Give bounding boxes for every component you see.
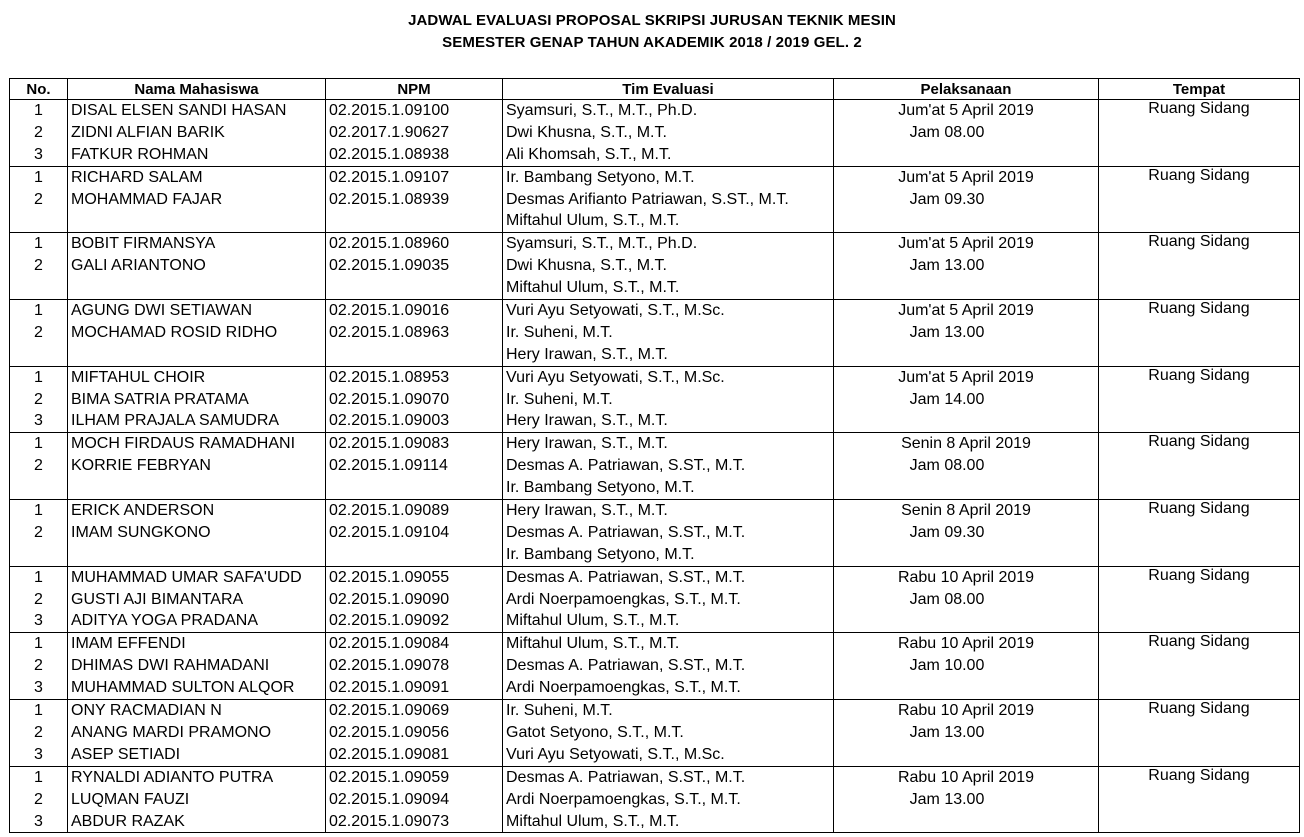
student-name: ABDUR RAZAK <box>71 812 185 830</box>
header-tempat: Tempat <box>1099 79 1300 100</box>
location-cell: Ruang Sidang <box>1099 566 1300 633</box>
evaluator-name: Hery Irawan, S.T., M.T. <box>506 502 668 520</box>
schedule-cell <box>834 433 1099 500</box>
group-row <box>10 100 1300 167</box>
student-npm: 02.2015.1.09069 <box>329 702 450 720</box>
student-no: 1 <box>34 235 43 253</box>
schedule-time: Jam 08.00 <box>909 590 985 608</box>
student-no: 3 <box>34 679 43 697</box>
group-row <box>10 633 1300 700</box>
student-name: ILHAM PRAJALA SAMUDRA <box>71 412 280 430</box>
student-npm-cell <box>326 100 503 167</box>
evaluator-name: Miftahul Ulum, S.T., M.T. <box>506 212 680 230</box>
schedule-cell <box>834 700 1099 767</box>
schedule-date: Jum'at 5 April 2019 <box>898 368 1034 386</box>
student-no: 3 <box>34 812 43 830</box>
evaluator-cell <box>503 700 834 767</box>
student-no: 2 <box>34 257 43 275</box>
student-npm-cell <box>326 366 503 433</box>
table-header-row <box>10 79 1300 100</box>
student-no: 3 <box>34 745 43 763</box>
evaluator-name: Hery Irawan, S.T., M.T. <box>506 412 668 430</box>
evaluator-name: Vuri Ayu Setyowati, S.T., M.Sc. <box>506 745 725 763</box>
header-npm: NPM <box>326 79 503 100</box>
schedule-time: Jam 14.00 <box>909 390 985 408</box>
student-name: AGUNG DWI SETIAWAN <box>71 302 253 320</box>
student-npm: 02.2015.1.09003 <box>329 412 450 430</box>
evaluator-name: Gatot Setyono, S.T., M.T. <box>506 723 684 741</box>
student-no: 2 <box>34 190 43 208</box>
student-npm: 02.2015.1.09107 <box>329 168 450 186</box>
evaluator-cell <box>503 166 834 233</box>
student-no: 3 <box>34 145 43 163</box>
evaluator-name: Desmas Arifianto Patriawan, S.ST., M.T. <box>506 190 789 208</box>
location-cell: Ruang Sidang <box>1099 433 1300 500</box>
student-name: DHIMAS DWI RAHMADANI <box>71 657 270 675</box>
evaluator-cell <box>503 100 834 167</box>
student-npm: 02.2015.1.09078 <box>329 657 450 675</box>
location-cell: Ruang Sidang <box>1099 633 1300 700</box>
student-no: 1 <box>34 435 43 453</box>
student-no: 1 <box>34 168 43 186</box>
student-name: MIFTAHUL CHOIR <box>71 368 206 386</box>
student-npm: 02.2015.1.09100 <box>329 102 450 119</box>
schedule-date: Rabu 10 April 2019 <box>897 568 1035 586</box>
evaluator-name: Dwi Khusna, S.T., M.T. <box>506 123 667 141</box>
student-npm: 02.2015.1.08960 <box>329 235 450 253</box>
student-no: 1 <box>34 102 43 119</box>
student-name: RYNALDI ADIANTO PUTRA <box>71 768 274 786</box>
student-npm: 02.2015.1.09016 <box>329 302 450 320</box>
schedule-time: Jam 09.30 <box>909 190 985 208</box>
evaluator-cell <box>503 633 834 700</box>
student-no-cell <box>10 633 68 700</box>
schedule-cell <box>834 766 1099 833</box>
student-npm-cell <box>326 766 503 833</box>
evaluator-name: Ir. Suheni, M.T. <box>506 702 613 720</box>
student-npm-cell <box>326 700 503 767</box>
student-npm: 02.2017.1.90627 <box>329 123 450 141</box>
evaluator-name: Hery Irawan, S.T., M.T. <box>506 345 668 363</box>
evaluator-cell <box>503 366 834 433</box>
evaluator-name: Miftahul Ulum, S.T., M.T. <box>506 612 680 630</box>
student-name: ERICK ANDERSON <box>71 502 215 520</box>
student-no: 1 <box>34 702 43 720</box>
evaluator-name: Ir. Bambang Setyono, M.T. <box>506 168 695 186</box>
schedule-date: Senin 8 April 2019 <box>901 435 1031 453</box>
student-no-cell <box>10 100 68 167</box>
student-name: GALI ARIANTONO <box>71 257 206 275</box>
student-name-cell <box>68 700 326 767</box>
schedule-date: Jum'at 5 April 2019 <box>898 235 1034 253</box>
student-no: 2 <box>34 390 43 408</box>
student-name: MUHAMMAD UMAR SAFA'UDD <box>71 568 302 586</box>
evaluator-name: Vuri Ayu Setyowati, S.T., M.Sc. <box>506 302 725 320</box>
student-no: 1 <box>34 368 43 386</box>
group-row <box>10 766 1300 833</box>
evaluator-name: Syamsuri, S.T., M.T., Ph.D. <box>506 235 698 253</box>
student-no-cell <box>10 766 68 833</box>
schedule-cell <box>834 633 1099 700</box>
schedule-time: Jam 09.30 <box>909 524 985 542</box>
student-no: 3 <box>34 612 43 630</box>
student-no: 1 <box>34 635 43 653</box>
student-no: 1 <box>34 502 43 520</box>
student-npm: 02.2015.1.09073 <box>329 812 450 830</box>
group-row <box>10 700 1300 767</box>
student-no-cell <box>10 300 68 367</box>
student-name: DISAL ELSEN SANDI HASAN <box>71 102 287 119</box>
student-npm-cell <box>326 633 503 700</box>
student-npm: 02.2015.1.09035 <box>329 257 450 275</box>
schedule-cell <box>834 500 1099 567</box>
student-npm: 02.2015.1.09083 <box>329 435 450 453</box>
student-name: ONY RACMADIAN N <box>71 702 222 720</box>
student-name: LUQMAN FAUZI <box>71 790 190 808</box>
evaluator-name: Ardi Noerpamoengkas, S.T., M.T. <box>506 790 741 808</box>
student-npm: 02.2015.1.08953 <box>329 368 450 386</box>
student-name: FATKUR ROHMAN <box>71 145 209 163</box>
header-nama-mahasiswa: Nama Mahasiswa <box>68 79 326 100</box>
schedule-date: Rabu 10 April 2019 <box>897 702 1035 720</box>
student-name: RICHARD SALAM <box>71 168 203 186</box>
header-pelaksanaan: Pelaksanaan <box>834 79 1099 100</box>
evaluator-cell <box>503 500 834 567</box>
schedule-date: Jum'at 5 April 2019 <box>898 302 1034 320</box>
student-npm-cell <box>326 433 503 500</box>
document-title: JADWAL EVALUASI PROPOSAL SKRIPSI JURUSAN TEKNIK MESIN <box>408 12 896 29</box>
student-no: 2 <box>34 457 43 475</box>
student-no-cell <box>10 700 68 767</box>
schedule-time: Jam 13.00 <box>909 724 985 742</box>
schedule-body <box>10 100 1300 833</box>
student-name-cell <box>68 100 326 167</box>
schedule-time: Jam 13.00 <box>909 324 985 342</box>
student-name: ANANG MARDI PRAMONO <box>71 723 272 741</box>
schedule-cell <box>834 366 1099 433</box>
student-name-cell <box>68 233 326 300</box>
evaluator-name: Desmas A. Patriawan, S.ST., M.T. <box>506 523 746 541</box>
location-cell: Ruang Sidang <box>1099 500 1300 567</box>
student-no-cell <box>10 500 68 567</box>
evaluator-name: Ir. Suheni, M.T. <box>506 323 613 341</box>
group-row <box>10 433 1300 500</box>
student-name: MUHAMMAD SULTON ALQOR <box>71 679 295 697</box>
student-name-cell <box>68 166 326 233</box>
student-name-cell <box>68 766 326 833</box>
evaluator-name: Ardi Noerpamoengkas, S.T., M.T. <box>506 590 741 608</box>
student-name-cell <box>68 366 326 433</box>
schedule-time: Jam 08.00 <box>909 457 985 475</box>
location-cell: Ruang Sidang <box>1099 700 1300 767</box>
group-row <box>10 166 1300 233</box>
location-cell: Ruang Sidang <box>1099 300 1300 367</box>
student-name: MOCH FIRDAUS RAMADHANI <box>71 435 296 453</box>
student-npm: 02.2015.1.09114 <box>329 457 448 475</box>
group-row <box>10 300 1300 367</box>
evaluator-cell <box>503 433 834 500</box>
location-cell: Ruang Sidang <box>1099 766 1300 833</box>
schedule-table <box>9 78 1300 833</box>
student-no-cell <box>10 166 68 233</box>
student-no: 2 <box>34 590 43 608</box>
student-name: BOBIT FIRMANSYA <box>71 235 216 253</box>
location-cell: Ruang Sidang <box>1099 366 1300 433</box>
student-name: KORRIE FEBRYAN <box>71 457 211 475</box>
evaluator-name: Miftahul Ulum, S.T., M.T. <box>506 812 680 830</box>
student-no: 2 <box>34 123 43 141</box>
evaluator-name: Desmas A. Patriawan, S.ST., M.T. <box>506 768 746 786</box>
student-no: 2 <box>34 323 43 341</box>
schedule-date: Jum'at 5 April 2019 <box>898 168 1034 186</box>
student-no: 2 <box>34 723 43 741</box>
student-no: 1 <box>34 302 43 320</box>
student-name: ZIDNI ALFIAN BARIK <box>71 123 225 141</box>
location-cell: Ruang Sidang <box>1099 100 1300 167</box>
student-no-cell <box>10 233 68 300</box>
student-no: 1 <box>34 568 43 586</box>
group-row <box>10 500 1300 567</box>
evaluator-cell <box>503 233 834 300</box>
schedule-cell <box>834 566 1099 633</box>
student-name: ASEP SETIADI <box>71 745 181 763</box>
header-tim-evaluasi: Tim Evaluasi <box>503 79 834 100</box>
evaluator-name: Syamsuri, S.T., M.T., Ph.D. <box>506 102 698 119</box>
student-name-cell <box>68 300 326 367</box>
schedule-time: Jam 10.00 <box>909 657 985 675</box>
student-no-cell <box>10 366 68 433</box>
student-name-cell <box>68 633 326 700</box>
student-npm-cell <box>326 233 503 300</box>
student-npm: 02.2015.1.09081 <box>329 745 450 763</box>
student-no: 2 <box>34 657 43 675</box>
student-no: 2 <box>34 790 43 808</box>
evaluator-name: Hery Irawan, S.T., M.T. <box>506 435 668 453</box>
evaluator-name: Vuri Ayu Setyowati, S.T., M.Sc. <box>506 368 725 386</box>
schedule-date: Rabu 10 April 2019 <box>897 768 1035 786</box>
student-no: 2 <box>34 523 43 541</box>
document-subtitle: SEMESTER GENAP TAHUN AKADEMIK 2018 / 2019 GEL. 2 <box>442 34 862 51</box>
schedule-time: Jam 13.00 <box>909 790 985 808</box>
schedule-cell <box>834 166 1099 233</box>
student-npm: 02.2015.1.09092 <box>329 612 450 630</box>
student-npm: 02.2015.1.09091 <box>329 679 450 697</box>
student-npm: 02.2015.1.09089 <box>329 502 450 520</box>
student-npm-cell <box>326 300 503 367</box>
student-npm: 02.2015.1.09070 <box>329 390 450 408</box>
student-npm: 02.2015.1.09104 <box>329 523 450 541</box>
evaluator-cell <box>503 766 834 833</box>
student-npm-cell <box>326 166 503 233</box>
student-name-cell <box>68 433 326 500</box>
student-name: IMAM EFFENDI <box>71 635 186 653</box>
student-name: GUSTI AJI BIMANTARA <box>71 590 244 608</box>
student-npm: 02.2015.1.09055 <box>329 568 450 586</box>
evaluator-name: Desmas A. Patriawan, S.ST., M.T. <box>506 657 746 675</box>
student-npm: 02.2015.1.09059 <box>329 768 450 786</box>
evaluator-name: Ir. Bambang Setyono, M.T. <box>506 545 695 563</box>
student-no: 1 <box>34 768 43 786</box>
evaluator-name: Miftahul Ulum, S.T., M.T. <box>506 279 680 297</box>
student-name: MOCHAMAD ROSID RIDHO <box>71 323 278 341</box>
student-npm-cell <box>326 566 503 633</box>
student-name: MOHAMMAD FAJAR <box>71 190 223 208</box>
schedule-time: Jam 08.00 <box>909 124 985 141</box>
evaluator-name: Desmas A. Patriawan, S.ST., M.T. <box>506 457 746 475</box>
student-name: BIMA SATRIA PRATAMA <box>71 390 249 408</box>
student-npm: 02.2015.1.09056 <box>329 723 450 741</box>
location-cell: Ruang Sidang <box>1099 166 1300 233</box>
student-npm-cell <box>326 500 503 567</box>
student-npm: 02.2015.1.08939 <box>329 190 450 208</box>
evaluator-name: Miftahul Ulum, S.T., M.T. <box>506 635 680 653</box>
schedule-time: Jam 13.00 <box>909 257 985 275</box>
evaluator-name: Desmas A. Patriawan, S.ST., M.T. <box>506 568 746 586</box>
student-name-cell <box>68 500 326 567</box>
student-name: IMAM SUNGKONO <box>71 523 211 541</box>
student-npm: 02.2015.1.09084 <box>329 635 450 653</box>
group-row <box>10 233 1300 300</box>
student-no: 3 <box>34 412 43 430</box>
schedule-cell <box>834 300 1099 367</box>
schedule-date: Jum'at 5 April 2019 <box>898 102 1034 119</box>
schedule-cell <box>834 100 1099 167</box>
student-name: ADITYA YOGA PRADANA <box>71 612 259 630</box>
student-no-cell <box>10 566 68 633</box>
evaluator-name: Ardi Noerpamoengkas, S.T., M.T. <box>506 679 741 697</box>
group-row <box>10 366 1300 433</box>
evaluator-name: Ir. Bambang Setyono, M.T. <box>506 479 695 497</box>
evaluator-name: Ir. Suheni, M.T. <box>506 390 613 408</box>
student-npm: 02.2015.1.09094 <box>329 790 450 808</box>
student-npm: 02.2015.1.08938 <box>329 145 450 163</box>
student-no-cell <box>10 433 68 500</box>
schedule-date: Rabu 10 April 2019 <box>897 635 1035 653</box>
schedule-date: Senin 8 April 2019 <box>901 502 1031 520</box>
location-cell: Ruang Sidang <box>1099 233 1300 300</box>
evaluator-cell <box>503 300 834 367</box>
evaluator-cell <box>503 566 834 633</box>
student-npm: 02.2015.1.08963 <box>329 323 450 341</box>
student-name-cell <box>68 566 326 633</box>
schedule-cell <box>834 233 1099 300</box>
student-npm: 02.2015.1.09090 <box>329 590 450 608</box>
evaluator-name: Dwi Khusna, S.T., M.T. <box>506 257 667 275</box>
group-row <box>10 566 1300 633</box>
header-no: No. <box>10 79 68 100</box>
evaluator-name: Ali Khomsah, S.T., M.T. <box>506 145 672 163</box>
